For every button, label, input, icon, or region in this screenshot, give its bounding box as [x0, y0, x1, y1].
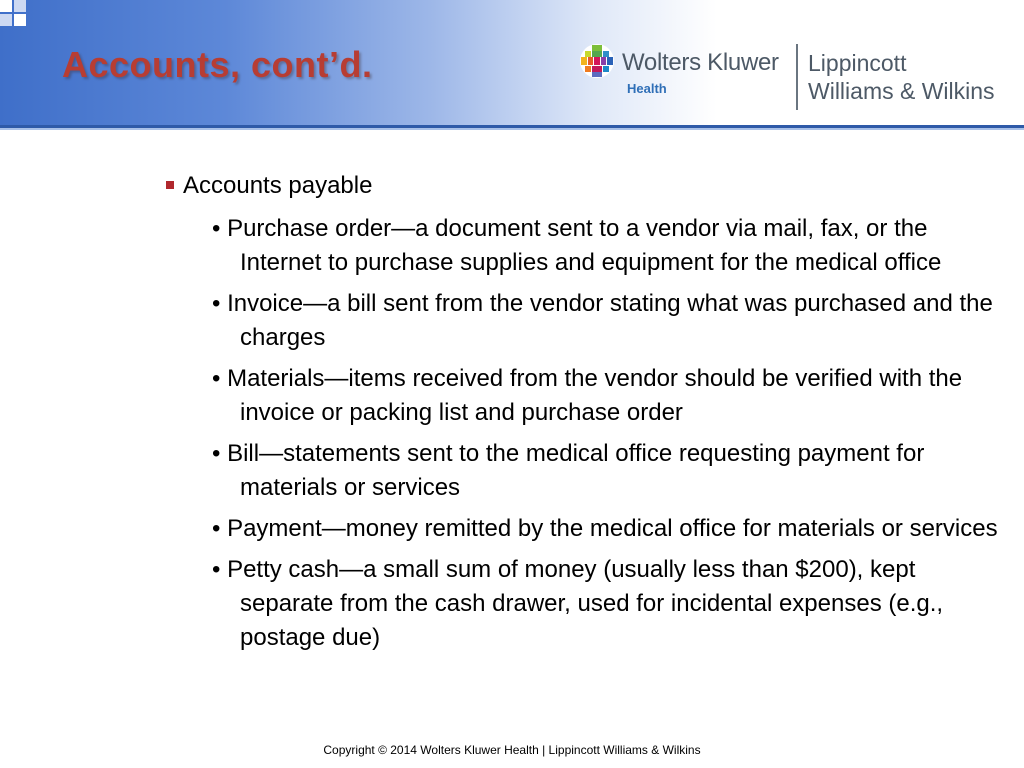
- sub-bullet-item: • Bill—statements sent to the medical office requesting payment for materials or services: [212, 440, 925, 501]
- sub-bullet-item: • Materials—items received from the vendor should be verified with the invoice or packing list and purchase order: [212, 365, 963, 426]
- slide-title: Accounts, cont’d.: [62, 44, 373, 85]
- sub-bullet-item: • Invoice—a bill sent from the vendor stating what was purchased and the charges: [212, 290, 993, 351]
- square-bullet-icon: [166, 181, 174, 189]
- logo-division: Health: [627, 81, 667, 96]
- bullet-heading-text: Accounts payable: [183, 172, 373, 199]
- sub-bullet-list: [212, 212, 1002, 662]
- sub-bullet-item: • Petty cash—a small sum of money (usually less than $200), kept separate from the cash drawer, used for incidental expenses (e.g., postage due): [212, 556, 944, 651]
- sub-bullet-item: • Purchase order—a document sent to a vendor via mail, fax, or the Internet to purchase supplies and equipment for the medical office: [212, 215, 942, 276]
- sub-bullet-item: • Payment—money remitted by the medical office for materials or services: [212, 515, 998, 542]
- logo-brand-name: Wolters Kluwer: [622, 49, 779, 76]
- logo-imprint-line1: Lippincott: [808, 50, 907, 76]
- bullet-heading: [166, 172, 372, 200]
- copyright-footer: Copyright © 2014 Wolters Kluwer Health | Lippincott Williams & Wilkins: [323, 743, 701, 757]
- logo-imprint-line2: Williams & Wilkins: [808, 78, 995, 104]
